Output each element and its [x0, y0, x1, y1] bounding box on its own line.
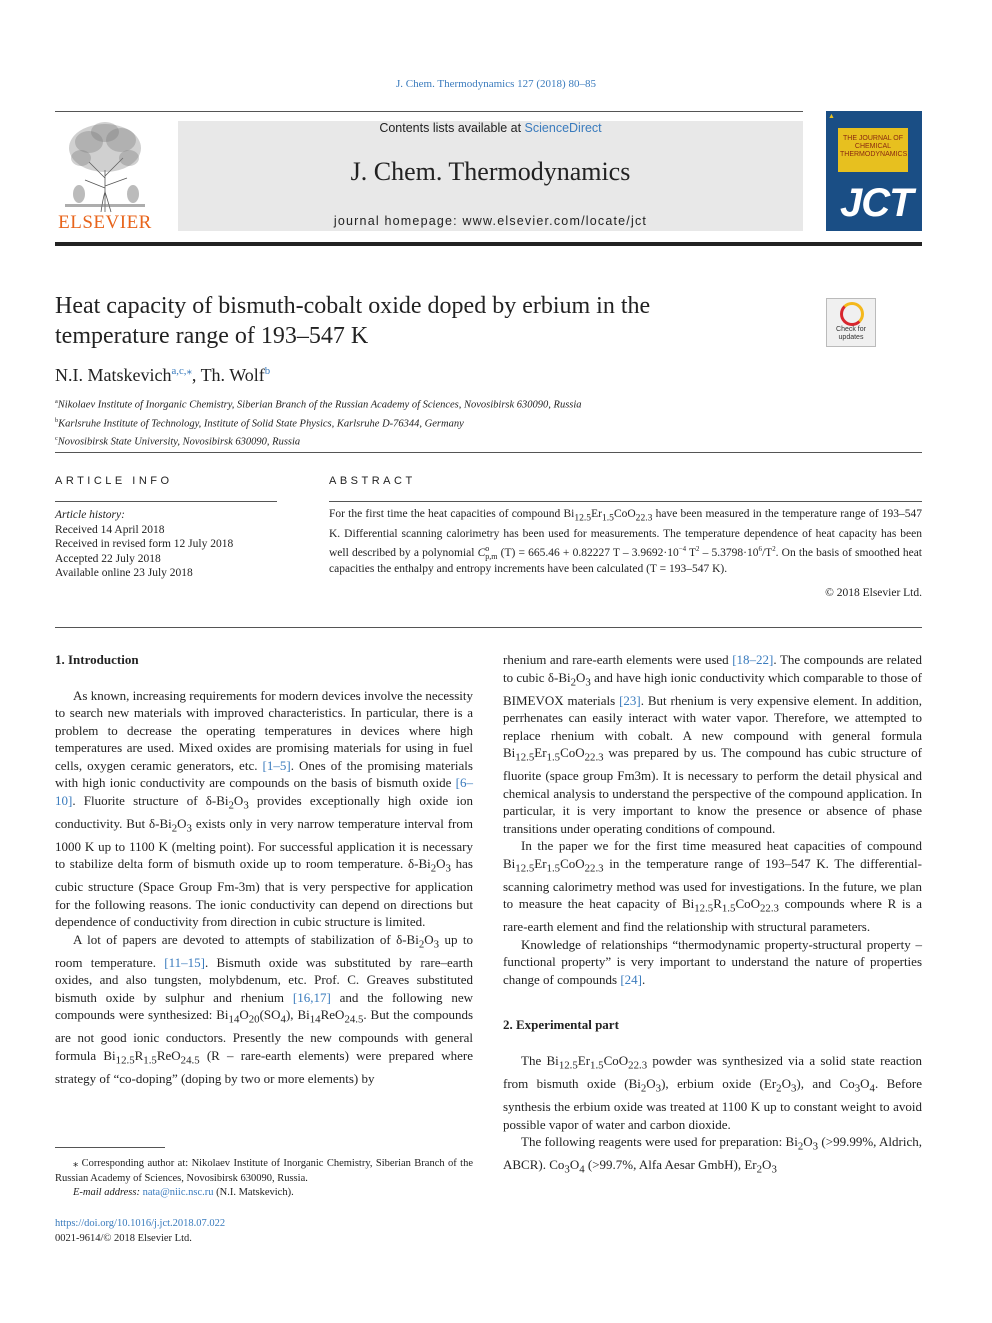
- homepage-line: [178, 214, 803, 228]
- journal-cover[interactable]: [826, 111, 922, 231]
- abstract-copyright: © 2018 Elsevier Ltd.: [825, 587, 922, 599]
- journal-citation[interactable]: J. Chem. Thermodynamics 127 (2018) 80–85: [396, 78, 596, 90]
- contents-prefix: Contents lists available at: [379, 121, 525, 135]
- elsevier-logo[interactable]: [55, 118, 155, 234]
- email-link[interactable]: nata@niic.nsc.ru: [142, 1187, 214, 1198]
- affil-text: Nikolaev Institute of Inorganic Chemistry, Siberian Branch of the Russian Academy of Sciences, Novosibirsk 630090, Russia: [57, 399, 582, 411]
- history-item: Received in revised form 12 July 2018: [55, 538, 234, 550]
- footnote-rule: [55, 1147, 165, 1148]
- citation-link[interactable]: [24]: [620, 971, 643, 987]
- article-info-label: ARTICLE INFO: [55, 475, 173, 487]
- left-column: [55, 651, 473, 1088]
- homepage-prefix: journal homepage:: [333, 214, 463, 228]
- paragraph: rhenium and rare-earth elements were used [18–22]. The compounds are related to cubic $\delta-Bi_2O_3$ and have high ionic conductivity which comparable to those of BIMEVOX materials [23]. But rhenium is very expensive element. In addition, perrhenates can easily interact with water vapor. Therefore, we attempted to replace rhenium with cobalt. A new compound with general formula $Bi_{12.5}Er_{1.5}CoO_{22.3}$ was prepared by us. The compound has cubic structure of fluorite (space group Fm3m). It is necessary to perform the detail physical and chemical analysis to understand the perspective of the compound application. In particular, it is very important to know the presence or absence of phase transitions under operating conditions of compound.: [503, 652, 922, 836]
- check-updates-icon: [840, 302, 864, 326]
- paragraph: A lot of papers are devoted to attempts of stabilization of $\delta-Bi_2O_3$ up to room temperature. [11–15]. Bismuth oxide was substituted by rare–earth oxides, and also tungsten, molybdenum, etc. Prof. C. Greaves substituted bismuth oxide by sulphur and rhenium [16,17] and the following new compounds were synthesized: $Bi_{14}O_{20}(SO_4)$, $Bi_{14}ReO_{24.5}$. But the compounds are not good ionic conductors. Presently the new compounds with general formula $Bi_{12.5}R_{1.5}ReO_{24.5}$ (R – rare-earth elements) were prepared where strategy of “co-doping” (doping by two or more elements) by: [55, 931, 474, 1087]
- author-separator: ,: [191, 365, 201, 385]
- abstract-label: ABSTRACT: [329, 475, 416, 487]
- homepage-url[interactable]: www.elsevier.com/locate/jct: [462, 214, 648, 228]
- affil-sup: c: [55, 435, 58, 442]
- abstract-rule: [329, 501, 922, 502]
- author-affil-sup[interactable]: a,c,: [171, 365, 187, 377]
- paragraph: Knowledge of relationships “thermodynamic property-structural property –functional property” is very important to understand the nature of properties change of compounds [24].: [503, 936, 922, 987]
- paragraph: The $Bi_{12.5}Er_{1.5}CoO_{22.3}$ powder was synthesized via a solid state reaction from bismuth oxide $(Bi_2O_3)$, erbium oxide $(Er_2O_3)$, and $Co_3O_4$. Before synthesis the erbium oxide was treated at 1100 K up to constant weight to avoid possible vapor of water and carbon dioxide.: [503, 1052, 922, 1132]
- right-column: [503, 651, 922, 1179]
- abstract-text: For the first time the heat capacities of compound $Bi_{12.5}Er_{1.5}CoO_{22.3}$ have been measured in the temperature range of 193–547 K. Differential scanning calorimetry has been used for measurements. The temperature dependence of heat capacity has been well described by a polynomial C o p,m (T) = 665.46 + 0.82227 $T - 3.9692\cdot 10^{-4}$ $T^2 - 5.3798\cdot 10^6/T^2$. On the basis of smoothed heat capacities the enthalpy and entropy increments have been calculated (T = 193–547 K).: [329, 508, 923, 576]
- section-heading: 2. Experimental part: [503, 1017, 619, 1033]
- check-for-updates-badge[interactable]: [826, 298, 876, 347]
- article-info-rule: [55, 501, 277, 502]
- body-top-rule: [55, 627, 922, 628]
- history-item: Received 14 April 2018: [55, 523, 165, 536]
- footnote: [55, 1157, 473, 1201]
- history-item: Available online 23 July 2018: [55, 567, 193, 579]
- affil-text: Karlsruhe Institute of Technology, Institute of Solid State Physics, Karlsruhe D-76344, Germany: [58, 418, 464, 429]
- citation-link[interactable]: [11–15]: [164, 954, 205, 970]
- affiliation: [55, 413, 582, 432]
- citation-link[interactable]: [16,17]: [292, 989, 331, 1005]
- info-top-rule: [55, 452, 922, 453]
- footnote-star-icon: ⁎: [73, 1158, 79, 1169]
- article-title: Heat capacity of bismuth-cobalt oxide doped by erbium in the temperature range of 193–547 K: [55, 293, 651, 349]
- author-affil-sup[interactable]: b: [264, 365, 271, 377]
- history-item: Accepted 22 July 2018: [55, 552, 161, 565]
- corresponding-note: ⁎ Corresponding author at: Nikolaev Institute of Inorganic Chemistry, Siberian Branch of the Russian Academy of Sciences, Novosibirsk 630090, Russia.: [55, 1158, 473, 1184]
- citation-link[interactable]: [6–10]: [55, 775, 473, 808]
- contents-line: [178, 121, 803, 135]
- corresponding-star-icon[interactable]: ⁎: [186, 365, 192, 377]
- elsevier-wordmark: ELSEVIER: [58, 212, 152, 233]
- journal-banner: [178, 121, 803, 231]
- citation-link[interactable]: [1–5]: [262, 757, 291, 773]
- history-label: Article history:: [55, 509, 125, 521]
- paragraph: As known, increasing requirements for modern devices involve the necessity to search new materials with improved characteristics. In particular, there is a problem to decrease the operating temperatures in devices where high temperatures are used. Mixed oxides are promising materials for using in fuel cells, oxygen ceramic generators, etc. [1–5]. Ones of the promising materials with high ionic conductivity are compounds on the basis of bismuth oxide [6–10]. Fluorite structure of $\delta-Bi_2O_3$ provides exceptionally high oxide ion conductivity. But $\delta-Bi_2O_3$ exists only in very narrow temperature interval from 1000 K up to 1100 K (melting point). For successful application it is necessary to stabilize delta form of bismuth oxide up to room temperature. $\delta-Bi_2O_3$ has cubic structure (Space Group Fm-3m) that is very perspective for application for the following reasons. The ionic conductivity can depend on directions but dependence of conductivity from direction in cubic structure is limited.: [55, 687, 473, 930]
- cover-title: THE JOURNAL OF CHEMICAL THERMODYNAMICS: [840, 135, 908, 158]
- author-name[interactable]: Th. Wolf: [200, 365, 265, 385]
- doi-block: [55, 1216, 225, 1246]
- cover-mark-icon: ▲: [828, 113, 835, 120]
- author-name[interactable]: N.I. Matskevich: [55, 365, 172, 385]
- doi-link[interactable]: https://doi.org/10.1016/j.jct.2018.07.022: [55, 1218, 226, 1229]
- chem-formula: $Bi_{12.5}Er_{1.5}CoO_{22.3}$: [563, 508, 653, 524]
- paragraph: In the paper we for the first time measured heat capacities of compound $Bi_{12.5}Er_{1.5}CoO_{22.3}$ in the temperature range of 193–547 K. The differential-scanning calorimetry method was used for investigations. In the future, we plan to measure the heat capacity of $Bi_{12.5}R_{1.5}CoO_{22.3}$ compounds where R is a rare-earth element and find the relationship with structural parameters.: [503, 838, 922, 935]
- email-note: E-mail address: nata@niic.nsc.ru (N.I. Matskevich).: [73, 1187, 294, 1198]
- badge-label: Check for updates: [836, 326, 866, 341]
- affil-text: Novosibirsk State University, Novosibirsk 630090, Russia: [57, 436, 301, 448]
- journal-name: J. Chem. Thermodynamics: [350, 157, 631, 186]
- issn-line: 0021-9614/© 2018 Elsevier Ltd.: [55, 1233, 192, 1244]
- header-rule: [55, 111, 803, 112]
- citation-link[interactable]: [23]: [619, 692, 641, 708]
- elsevier-tree-icon: [55, 118, 155, 214]
- article-history: [55, 508, 277, 581]
- affiliation: [55, 394, 582, 413]
- cover-logo: JCT: [840, 181, 913, 225]
- affiliation: [55, 431, 582, 450]
- affil-sup: b: [55, 416, 59, 424]
- paragraph: The following reagents were used for preparation: $Bi_2O_3$ (>99.99%, Aldrich, ABCR). $Co_3O_4$ (>99.7%, Alfa Aesar GmbH), $Er_2O_3$: [503, 1134, 923, 1176]
- header-thick-rule: [55, 242, 922, 246]
- affil-sup: a: [55, 398, 58, 405]
- sciencedirect-link[interactable]: ScienceDirect: [524, 121, 602, 135]
- author-list: [55, 364, 270, 386]
- affiliations: [55, 394, 582, 450]
- section-heading: 1. Introduction: [55, 652, 139, 667]
- citation-link[interactable]: [18–22]: [732, 652, 774, 667]
